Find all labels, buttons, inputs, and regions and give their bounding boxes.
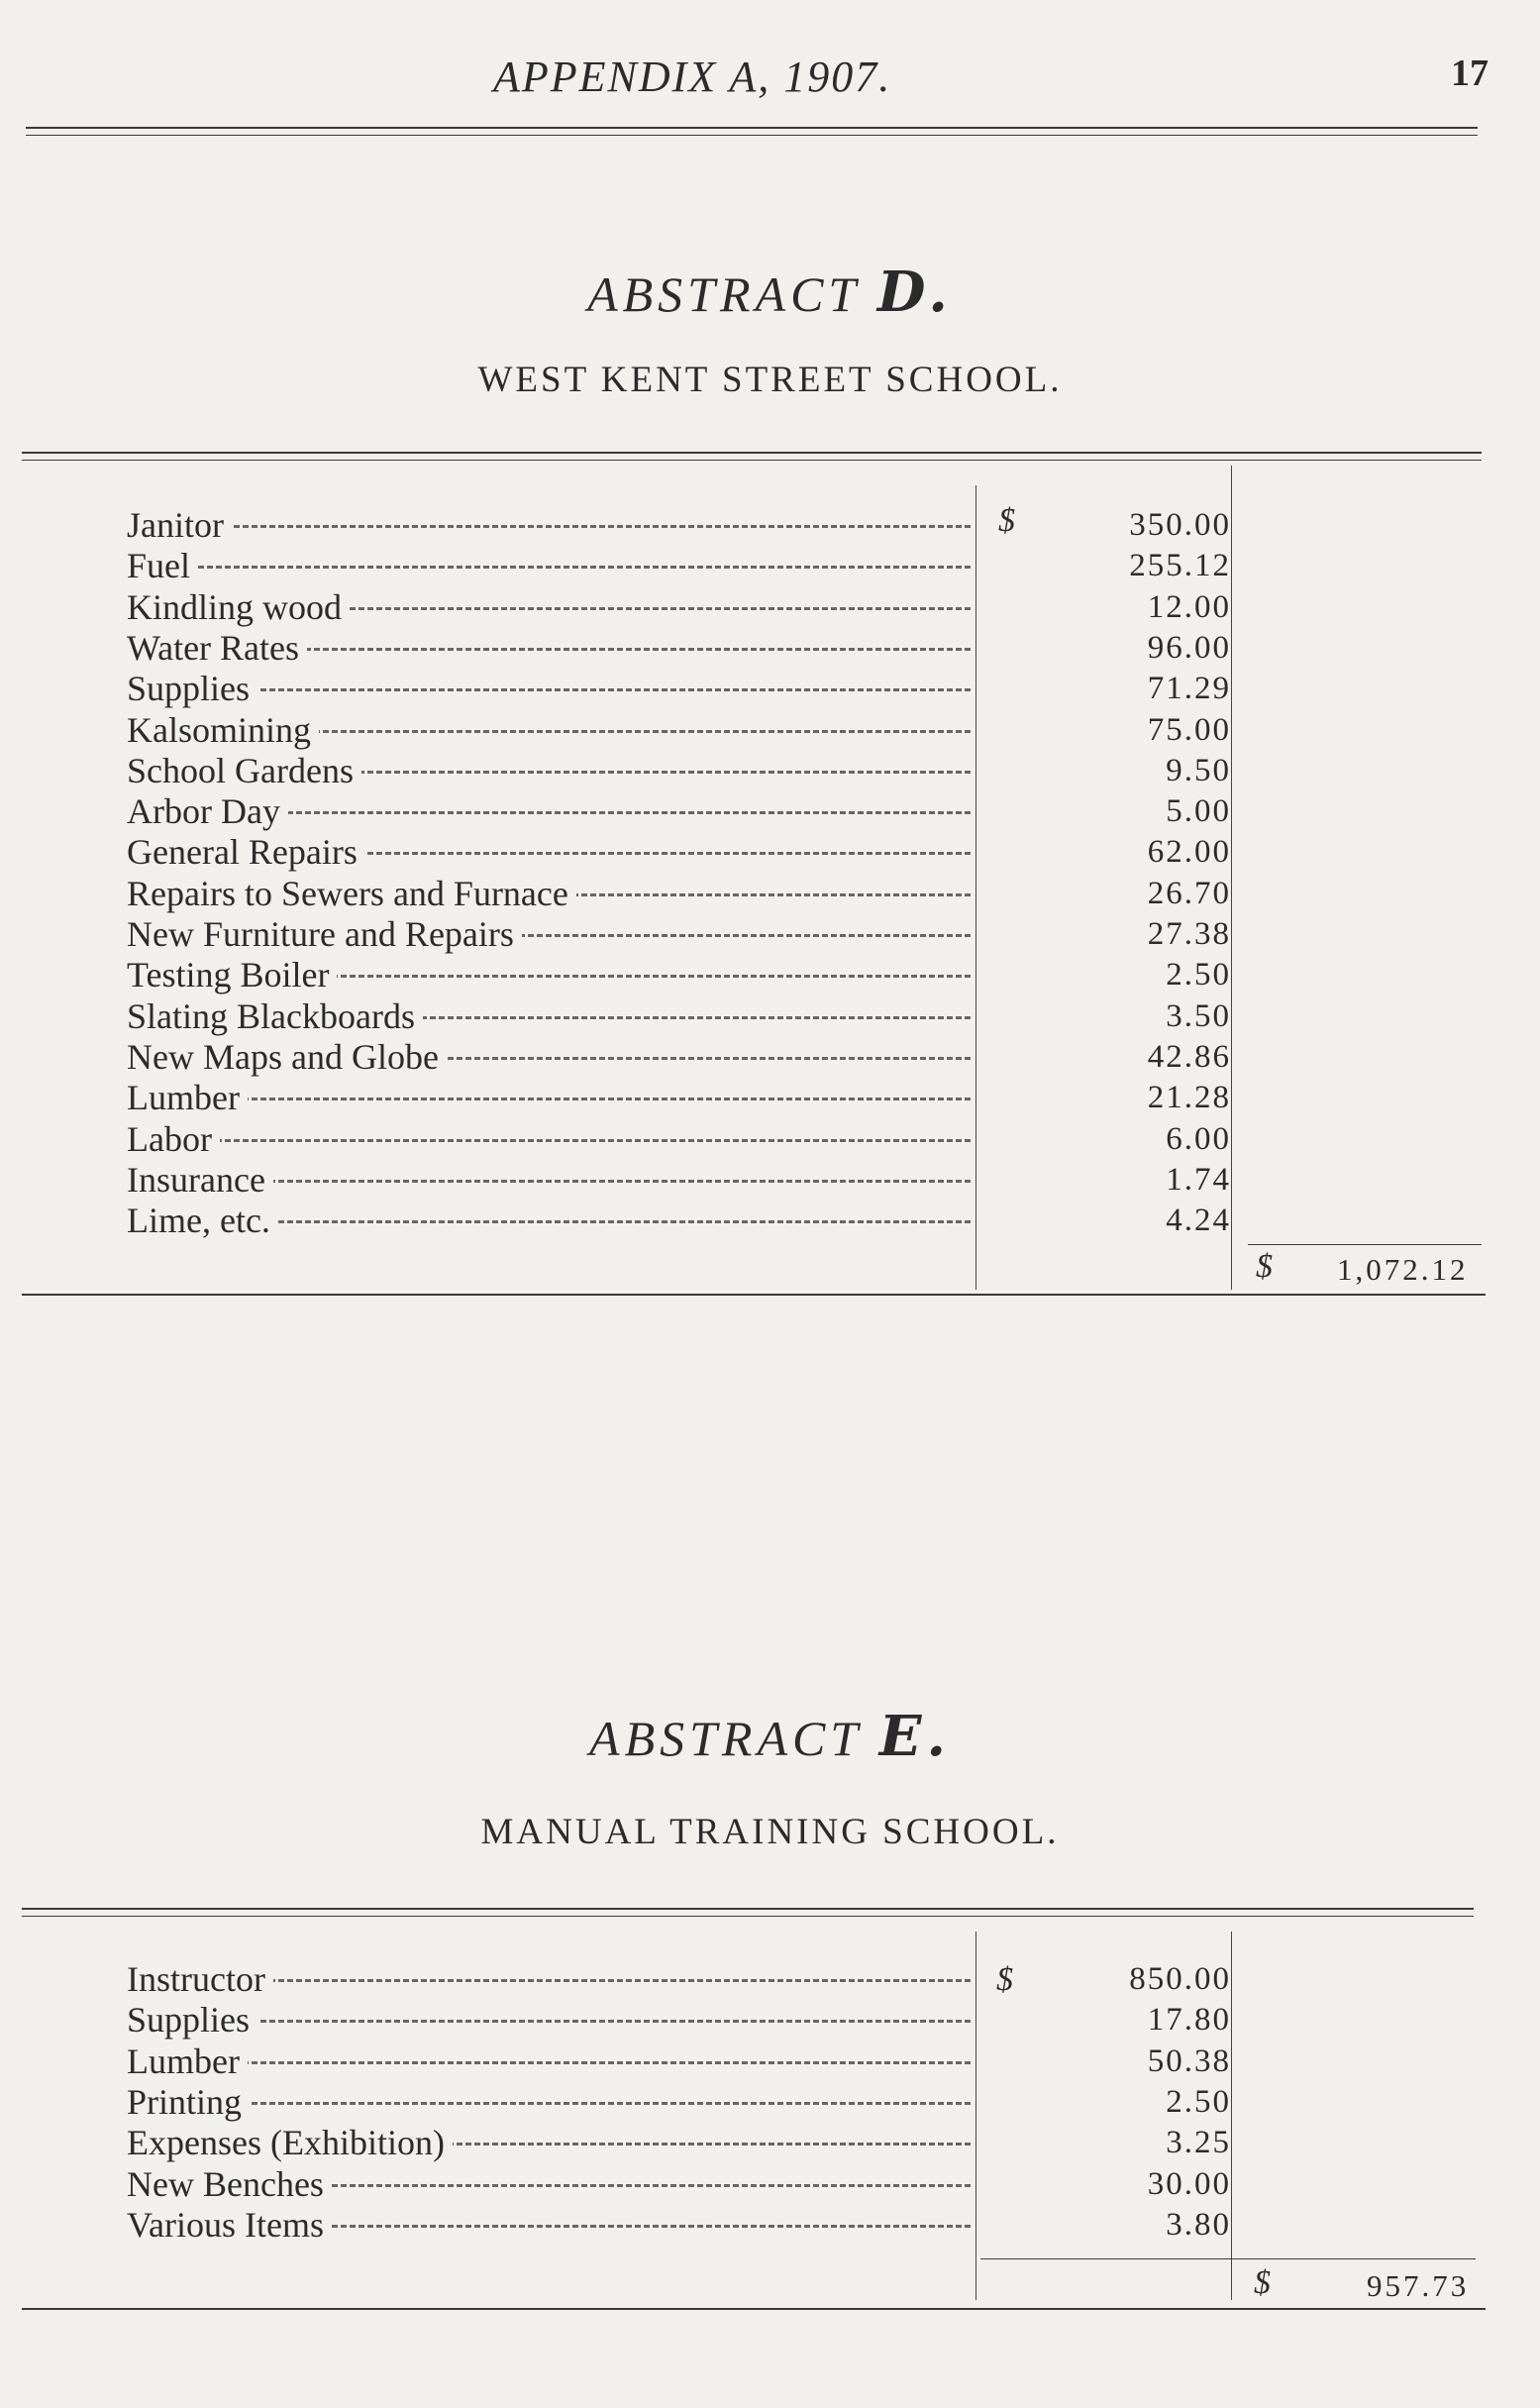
abstract-d-top-rule (22, 452, 1482, 454)
dot-leader (127, 2102, 971, 2105)
page-number: 17 (1451, 52, 1489, 94)
dot-leader (127, 1139, 971, 1142)
abstract-e-top-rule (22, 1908, 1474, 1910)
item-amount: 6.00 (1166, 1120, 1231, 1157)
ledger-row (0, 1119, 1540, 1160)
running-title: APPENDIX A, 1907. (493, 52, 892, 101)
ledger-row (0, 2205, 1540, 2246)
item-amount: 4.24 (1166, 1203, 1231, 1239)
item-amount: 96.00 (1147, 629, 1231, 666)
ledger-row (0, 2042, 1540, 2082)
abstract-d-title (0, 260, 1540, 325)
abstract-e-title-letter: E. (878, 1704, 951, 1769)
item-amount: 850.00 (1129, 1961, 1231, 1997)
item-label: New Maps and Globe (127, 1037, 447, 1078)
item-label: Arbor Day (127, 791, 288, 832)
abstract-e-title-prefix: ABSTRACT (589, 1711, 863, 1766)
ledger-row (0, 874, 1540, 914)
abstract-d-subtitle: WEST KENT STREET SCHOOL. (477, 360, 1063, 400)
item-amount: 1.74 (1166, 1161, 1231, 1198)
abstract-d-dollar-sign: $ (998, 502, 1015, 539)
ledger-row (0, 1037, 1540, 1078)
ledger-row (0, 1078, 1540, 1118)
item-amount: 30.00 (1147, 2165, 1231, 2202)
ledger-row (0, 1201, 1540, 1241)
abstract-d-subtotal-rule (1248, 1244, 1482, 1245)
ledger-row (0, 2000, 1540, 2041)
item-label: Instructor (127, 1959, 273, 2000)
item-label: New Furniture and Repairs (127, 914, 522, 955)
ledger-row (0, 996, 1540, 1037)
header-rule-secondary (26, 135, 1478, 136)
item-amount: 26.70 (1147, 875, 1231, 911)
item-amount: 42.86 (1147, 1038, 1231, 1075)
item-label: Lumber (127, 1078, 248, 1118)
ledger-row (0, 914, 1540, 955)
item-label: Expenses (Exhibition) (127, 2123, 453, 2163)
item-label: Supplies (127, 669, 257, 709)
dot-leader (127, 566, 971, 569)
item-amount: 2.50 (1166, 957, 1231, 994)
item-label: School Gardens (127, 751, 361, 791)
abstract-d-total-dollar-sign: $ (1256, 1248, 1273, 1285)
item-amount: 3.80 (1166, 2206, 1231, 2243)
dot-leader (127, 1098, 971, 1100)
item-amount: 3.50 (1166, 997, 1231, 1034)
item-label: Kindling wood (127, 587, 350, 628)
item-label: Supplies (127, 2000, 257, 2041)
item-label: Water Rates (127, 628, 307, 669)
item-label: Lime, etc. (127, 1201, 278, 1241)
item-label: Janitor (127, 505, 232, 546)
item-label: Repairs to Sewers and Furnace (127, 874, 576, 914)
item-label: Printing (127, 2082, 250, 2123)
item-amount: 75.00 (1147, 711, 1231, 748)
ledger-row (0, 669, 1540, 709)
abstract-e-total-dollar-sign: $ (1254, 2264, 1271, 2301)
abstract-e-title (0, 1704, 1540, 1769)
item-amount: 71.29 (1147, 671, 1231, 707)
abstract-d-title-letter: D. (876, 260, 953, 325)
abstract-e-subtotal-rule (980, 2258, 1476, 2259)
item-label: Slating Blackboards (127, 996, 423, 1037)
item-label: New Benches (127, 2164, 332, 2205)
item-amount: 9.50 (1166, 752, 1231, 788)
ledger-row (0, 832, 1540, 873)
header-rule (26, 127, 1478, 129)
item-amount: 350.00 (1129, 507, 1231, 543)
ledger-row (0, 2164, 1540, 2205)
dot-leader (127, 525, 971, 528)
item-amount: 21.28 (1147, 1080, 1231, 1116)
abstract-d-title-prefix: ABSTRACT (587, 266, 861, 322)
item-amount: 17.80 (1147, 2002, 1231, 2039)
abstract-e-bottom-rule (22, 2308, 1486, 2310)
ledger-row (0, 1160, 1540, 1201)
item-label: Testing Boiler (127, 955, 337, 995)
ledger-row (0, 546, 1540, 586)
ledger-row (0, 505, 1540, 546)
ledger-row (0, 628, 1540, 669)
item-amount: 255.12 (1129, 548, 1231, 584)
ledger-row (0, 1959, 1540, 2000)
item-label: Labor (127, 1119, 220, 1160)
abstract-d-bottom-rule (22, 1294, 1486, 1296)
item-amount: 27.38 (1147, 916, 1231, 952)
dot-leader (127, 2061, 971, 2064)
ledger-row (0, 710, 1540, 751)
item-label: Lumber (127, 2042, 248, 2082)
ledger-row (0, 791, 1540, 832)
ledger-row (0, 587, 1540, 628)
abstract-e-subtitle: MANUAL TRAINING SCHOOL. (480, 1812, 1060, 1852)
item-label: Fuel (127, 546, 198, 586)
running-head (0, 52, 1540, 111)
item-amount: 2.50 (1166, 2083, 1231, 2120)
item-label: General Repairs (127, 832, 365, 873)
ledger-row (0, 955, 1540, 995)
ledger-row (0, 751, 1540, 791)
item-amount: 62.00 (1147, 834, 1231, 871)
item-amount: 50.38 (1147, 2042, 1231, 2079)
abstract-e-dollar-sign: $ (996, 1961, 1013, 1998)
abstract-e-top-rule-secondary (22, 1916, 1474, 1917)
ledger-row (0, 2082, 1540, 2123)
item-amount: 12.00 (1147, 588, 1231, 625)
item-label: Insurance (127, 1160, 273, 1201)
item-amount: 3.25 (1166, 2125, 1231, 2161)
item-label: Various Items (127, 2205, 332, 2246)
abstract-d-top-rule-secondary (22, 460, 1482, 461)
abstract-e-total: 957.73 (1367, 2268, 1470, 2303)
item-label: Kalsomining (127, 710, 319, 751)
ledger-row (0, 2123, 1540, 2163)
abstract-d-total: 1,072.12 (1337, 1252, 1469, 1287)
item-amount: 5.00 (1166, 793, 1231, 830)
